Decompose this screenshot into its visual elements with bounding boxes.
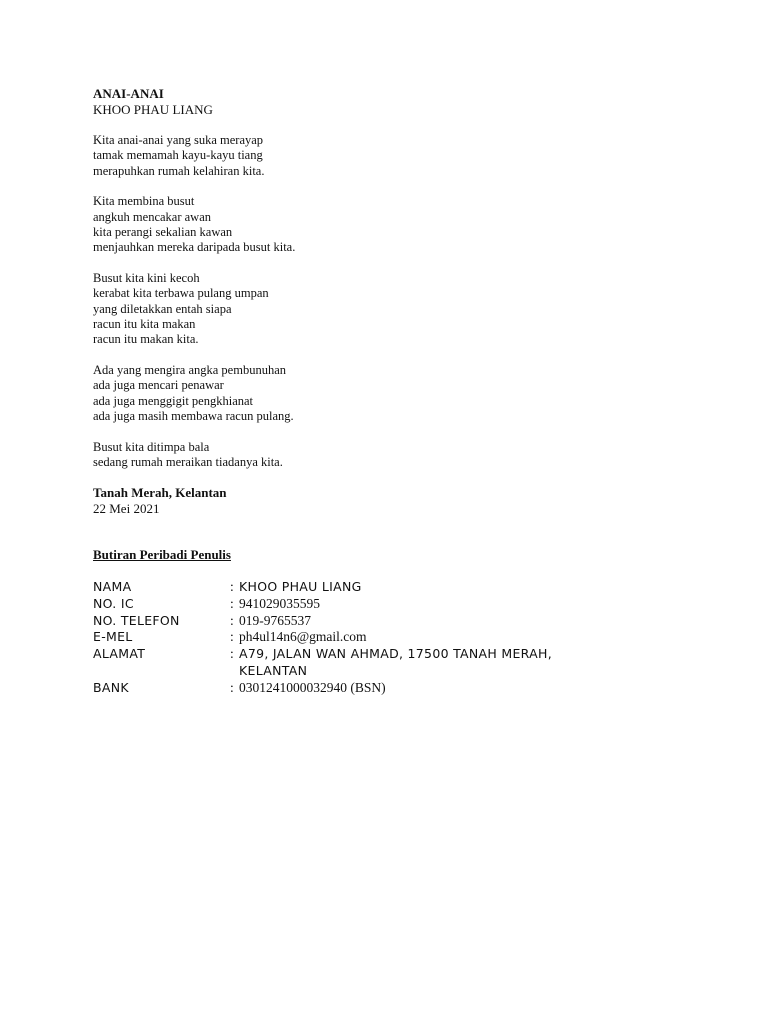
poem-author: KHOO PHAU LIANG [93,102,213,117]
detail-row-ic [93,596,693,613]
stanza-2 [93,194,693,256]
detail-separator: : [230,679,234,695]
detail-separator: : [230,629,234,645]
poem-line: racun itu kita makan [93,317,196,332]
stanza-3 [93,271,693,348]
detail-value [239,646,693,679]
poem-line: menjauhkan mereka daripada busut kita. [93,240,296,255]
poem-line: Busut kita kini kecoh [93,270,200,285]
poem-line: kita perangi sekalian kawan [93,225,233,240]
poem-line: ada juga mencari penawar [93,378,224,393]
detail-separator: : [230,612,234,628]
detail-row-address [93,646,693,679]
poem-line: Busut kita ditimpa bala [93,439,210,454]
poem-line: tamak memamah kayu-kayu tiang [93,148,263,163]
detail-key: ALAMAT [93,646,146,662]
poem-line: kerabat kita terbawa pulang umpan [93,286,269,301]
poem-line: racun itu makan kita. [93,332,199,347]
details-table [93,579,693,696]
poem-date: 22 Mei 2021 [93,501,160,517]
poem-line: Kita membina busut [93,194,195,209]
poem-line: ada juga masih membawa racun pulang. [93,409,294,424]
address-line-1: A79, JALAN WAN AHMAD, 17500 TANAH MERAH, [239,646,552,662]
stanza-4 [93,363,693,425]
detail-row-name [93,579,693,596]
detail-row-bank [93,680,693,697]
poem-line: yang diletakkan entah siapa [93,301,232,316]
detail-key: NAMA [93,579,132,595]
detail-key: NO. IC [93,596,134,612]
detail-value: 941029035595 [239,596,320,612]
detail-row-phone [93,613,693,630]
stanza-1 [93,133,693,179]
poem-line: Ada yang mengira angka pembunuhan [93,362,286,377]
detail-key: E-MEL [93,629,133,645]
detail-key: BANK [93,679,129,695]
poem-title: ANAI-ANAI [93,86,164,101]
poem-line: sedang rumah meraikan tiadanya kita. [93,454,283,469]
detail-value: ph4ul14n6@gmail.com [239,629,367,645]
detail-separator: : [230,596,234,612]
poem-line: angkuh mencakar awan [93,209,211,224]
document-page [93,86,693,696]
detail-separator: : [230,646,234,662]
details-heading: Butiran Peribadi Penulis [93,547,231,563]
detail-value: 019-9765537 [239,612,311,628]
poem-line: ada juga menggigit pengkhianat [93,393,254,408]
detail-value: KHOO PHAU LIANG [239,579,362,595]
address-line-2: KELANTAN [239,662,308,678]
poem-line: merapuhkan rumah kelahiran kita. [93,163,265,178]
detail-row-email [93,629,693,646]
stanza-5 [93,440,693,471]
detail-separator: : [230,579,234,595]
detail-value: 0301241000032940 (BSN) [239,679,386,695]
poem-place: Tanah Merah, Kelantan [93,485,227,501]
detail-key: NO. TELEFON [93,612,180,628]
poem-line: Kita anai-anai yang suka merayap [93,133,264,147]
